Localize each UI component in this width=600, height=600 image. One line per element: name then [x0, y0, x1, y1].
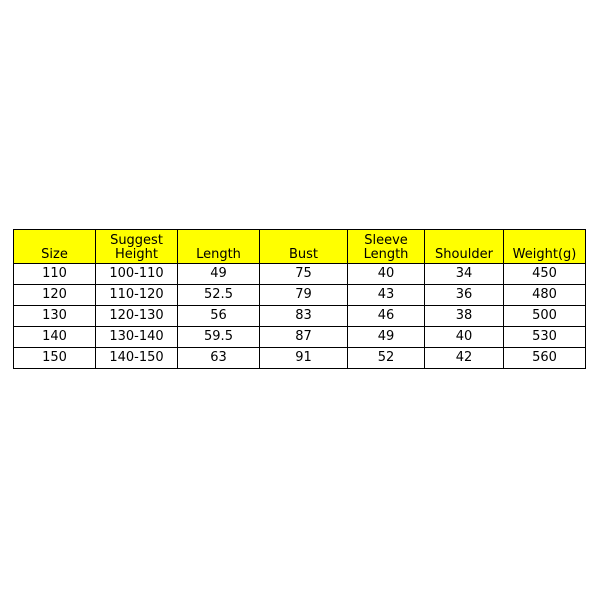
cell-weight: 480	[504, 285, 586, 306]
cell-weight: 450	[504, 264, 586, 285]
cell-shoulder: 38	[425, 306, 504, 327]
header-size: Size	[14, 230, 96, 264]
cell-sleeve-length: 43	[348, 285, 425, 306]
cell-sleeve-length: 52	[348, 348, 425, 369]
cell-shoulder: 40	[425, 327, 504, 348]
cell-bust: 91	[260, 348, 348, 369]
cell-weight: 500	[504, 306, 586, 327]
cell-shoulder: 34	[425, 264, 504, 285]
cell-length: 56	[178, 306, 260, 327]
cell-length: 52.5	[178, 285, 260, 306]
cell-weight: 560	[504, 348, 586, 369]
cell-suggest-height: 100-110	[96, 264, 178, 285]
cell-bust: 75	[260, 264, 348, 285]
header-sleeve-length: Sleeve Length	[348, 230, 425, 264]
cell-suggest-height: 120-130	[96, 306, 178, 327]
cell-length: 59.5	[178, 327, 260, 348]
table-header-row	[14, 230, 586, 264]
table-row	[14, 306, 586, 327]
cell-length: 49	[178, 264, 260, 285]
cell-sleeve-length: 49	[348, 327, 425, 348]
cell-suggest-height: 140-150	[96, 348, 178, 369]
table-row	[14, 348, 586, 369]
table-row	[14, 264, 586, 285]
cell-weight: 530	[504, 327, 586, 348]
size-chart-table	[13, 229, 586, 369]
cell-bust: 87	[260, 327, 348, 348]
header-shoulder: Shoulder	[425, 230, 504, 264]
header-weight: Weight(g)	[504, 230, 586, 264]
table-row	[14, 327, 586, 348]
cell-sleeve-length: 46	[348, 306, 425, 327]
cell-size: 130	[14, 306, 96, 327]
header-length: Length	[178, 230, 260, 264]
header-bust: Bust	[260, 230, 348, 264]
table-row	[14, 285, 586, 306]
cell-length: 63	[178, 348, 260, 369]
cell-sleeve-length: 40	[348, 264, 425, 285]
cell-size: 150	[14, 348, 96, 369]
cell-shoulder: 42	[425, 348, 504, 369]
cell-bust: 83	[260, 306, 348, 327]
cell-bust: 79	[260, 285, 348, 306]
cell-size: 140	[14, 327, 96, 348]
cell-size: 110	[14, 264, 96, 285]
cell-size: 120	[14, 285, 96, 306]
cell-suggest-height: 110-120	[96, 285, 178, 306]
header-suggest-height: Suggest Height	[96, 230, 178, 264]
cell-shoulder: 36	[425, 285, 504, 306]
cell-suggest-height: 130-140	[96, 327, 178, 348]
